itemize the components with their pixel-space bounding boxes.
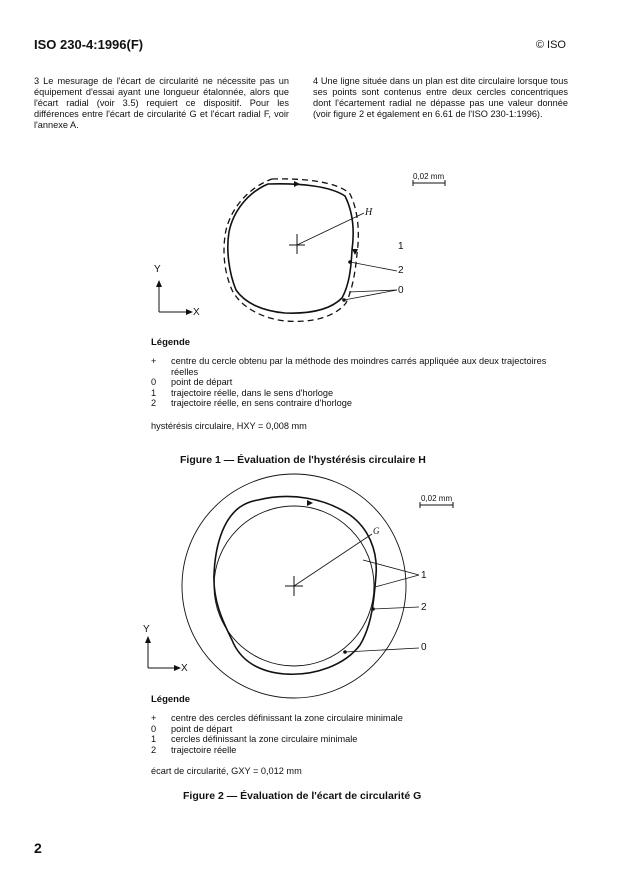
figure-2-caption: Figure 2 — Évaluation de l'écart de circularité G <box>183 790 422 802</box>
scale-label-1: 0,02 mm <box>413 172 445 181</box>
legend-item: + centre du cercle obtenu par la méthode des moindres carrés appliquée aux deux trajectoires <box>151 356 547 366</box>
callout-0: 0 <box>421 642 427 653</box>
axes-2 <box>148 638 178 668</box>
page-number: 2 <box>34 840 42 856</box>
callout-2: 2 <box>398 265 404 276</box>
legend-item: 2 trajectoire réelle <box>151 744 237 755</box>
legend-title-1: Légende <box>151 337 191 348</box>
legend-item: 1 trajectoire réelle, dans le sens d'horloge <box>151 387 334 398</box>
note-4: 4 Une ligne située dans un plan est dite circulaire lorsque tous ses points sont contenus entre deux cercles concentriques dont l'écartement radial ne dépasse pas une valeur donnée (voir figure 2 et également en 6.61 de l'ISO 230-1:1996). <box>313 76 568 119</box>
callout-1: 1 <box>398 241 404 252</box>
axis-x-label: X <box>181 663 188 674</box>
legend-item: + centre des cercles définissant la zone circulaire minimale <box>151 713 403 723</box>
callout-0: 0 <box>398 285 404 296</box>
label-h: H <box>365 207 373 218</box>
legend-item: 0 point de départ <box>151 377 233 387</box>
label-g: G <box>373 526 380 536</box>
legend-item: réelles <box>171 366 199 377</box>
legend-item: 0 point de départ <box>151 723 233 734</box>
copyright: © ISO <box>535 39 566 51</box>
axis-x-label: X <box>193 307 200 318</box>
legend-title-2: Légende <box>151 694 191 705</box>
result-2: écart de circularité, GXY = 0,012 mm <box>151 766 302 776</box>
callout-2: 2 <box>421 602 427 613</box>
figure-1-caption: Figure 1 — Évaluation de l'hystérésis circulaire H <box>180 454 426 466</box>
axis-y-label: Y <box>154 264 161 275</box>
note-3: 3 Le mesurage de l'écart de circularité ne nécessite pas un équipement d'essai ayant une longueur étalonnée, alors que l'écart radial (voir 3.5) requiert ce dispositif. Pour les différences entre l'écart de circularité G et l'écart radial F, voir l'annexe A. <box>34 76 289 130</box>
legend-item: 1 cercles définissant la zone circulaire minimale <box>151 734 358 744</box>
document-id: ISO 230-4:1996(F) <box>34 37 144 52</box>
legend-item: 2 trajectoire réelle, en sens contraire d'horloge <box>151 398 353 408</box>
callout-1: 1 <box>421 570 427 581</box>
legend-2 <box>151 713 571 761</box>
result-1: hystérésis circulaire, HXY = 0,008 mm <box>151 421 307 431</box>
scale-label-2: 0,02 mm <box>421 494 453 503</box>
axis-y-label: Y <box>143 624 150 635</box>
